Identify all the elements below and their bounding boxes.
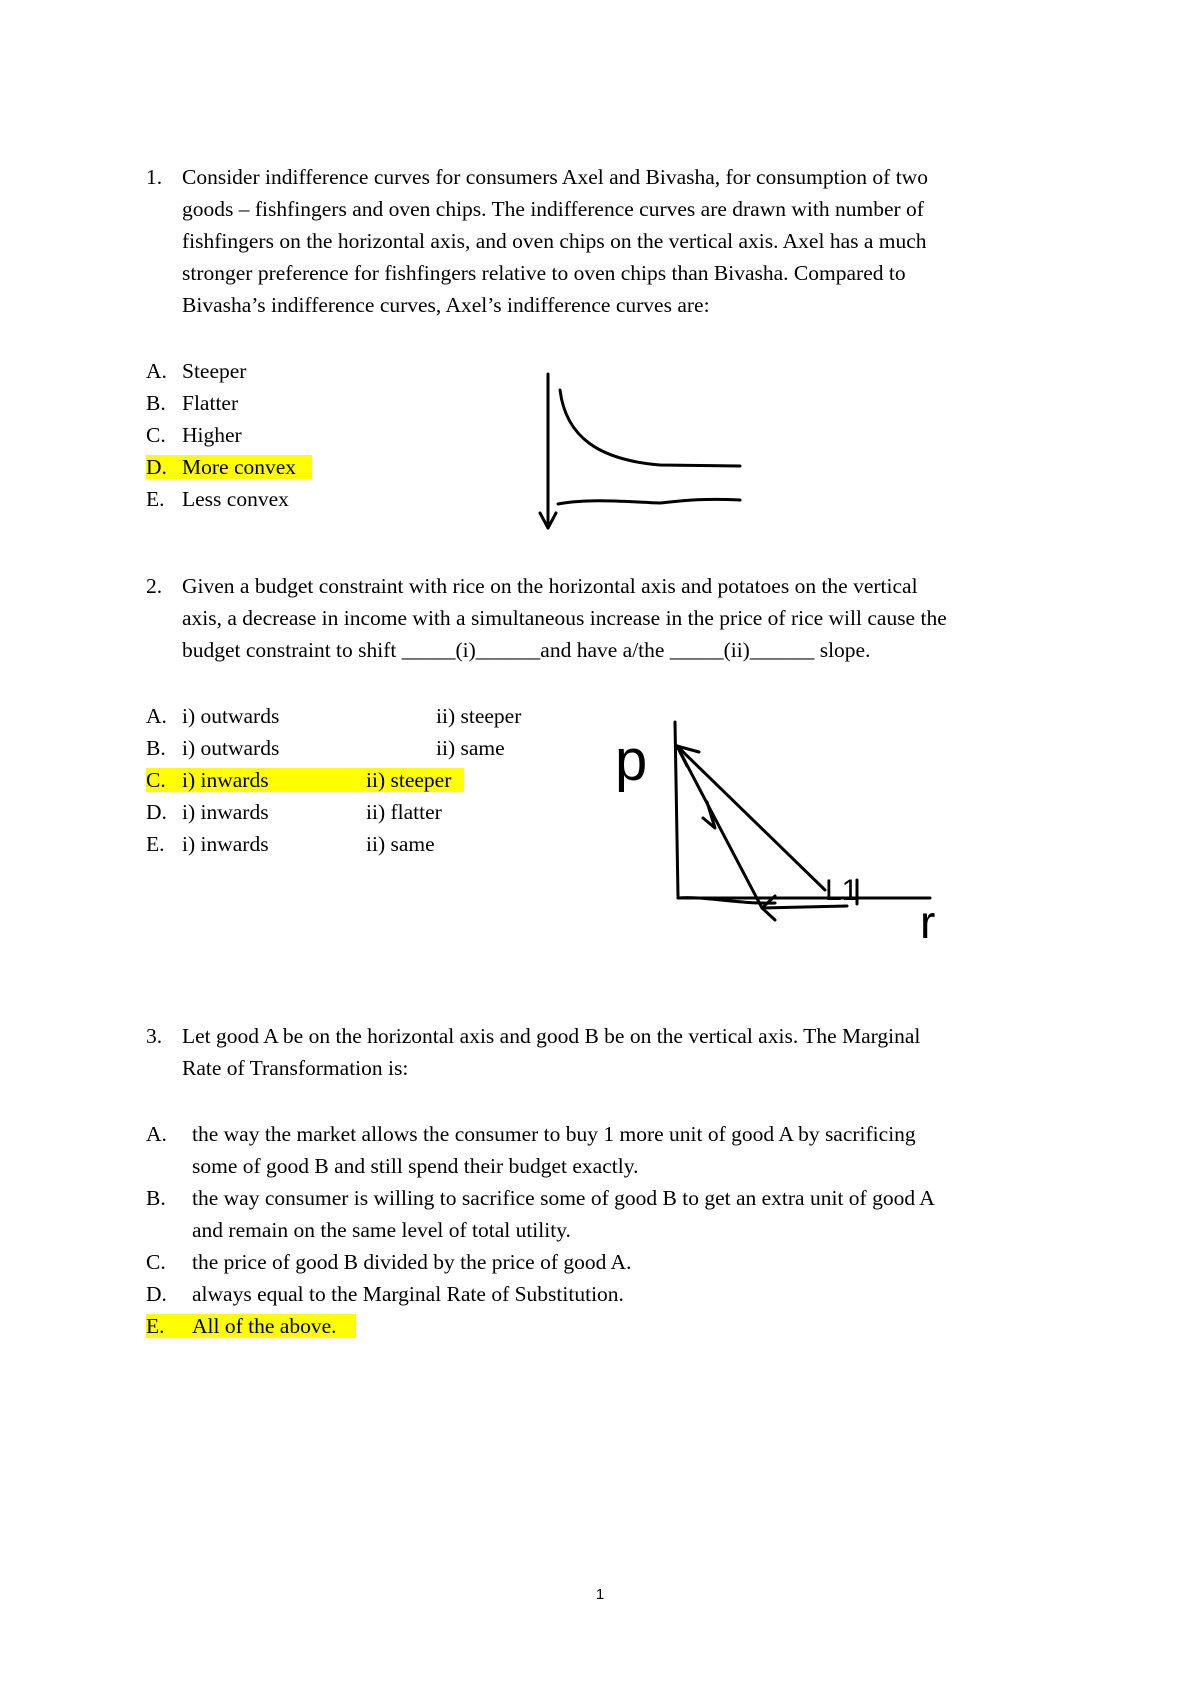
answer-option: A. the way the market allows the consumer to buy 1 more unit of good A by sacrificing <box>146 1122 916 1146</box>
answer-option: B. i) outwards ii) same <box>146 736 505 760</box>
question-text-line: Rate of Transformation is: <box>182 1056 409 1080</box>
answer-option: A. i) outwards ii) steeper <box>146 704 522 728</box>
answer-option: C. Higher <box>146 423 242 447</box>
answer-option: B. the way consumer is willing to sacrifice some of good B to get an extra unit of good A <box>146 1186 935 1210</box>
answer-option: C. the price of good B divided by the price of good A. <box>146 1250 632 1274</box>
question-number: 1. <box>146 165 163 189</box>
page-number: 1 <box>595 1586 605 1603</box>
answer-option: B. Flatter <box>146 391 239 415</box>
answer-option-continuation: some of good B and still spend their budget exactly. <box>192 1154 639 1178</box>
answer-option: D. always equal to the Marginal Rate of Substitution. <box>146 1282 624 1306</box>
question-text-line: Given a budget constraint with rice on the horizontal axis and potatoes on the vertical <box>182 574 918 598</box>
question-text-line: Consider indifference curves for consumers Axel and Bivasha, for consumption of two <box>182 165 928 189</box>
question-text-line: Bivasha’s indifference curves, Axel’s indifference curves are: <box>182 293 710 317</box>
budget-line-original <box>677 746 825 890</box>
question-number: 3. <box>146 1024 163 1048</box>
answer-option: E. i) inwards ii) same <box>146 832 435 856</box>
answer-option-continuation: and remain on the same level of total utility. <box>192 1218 571 1242</box>
question-text-line: budget constraint to shift _____(i)______and have a/the _____(ii)______ slope. <box>182 638 871 662</box>
budget-constraint-sketch <box>615 718 945 948</box>
answer-option-correct: D. More convex <box>146 451 167 483</box>
indifference-curve-convex <box>560 390 740 466</box>
indifference-curve-flat <box>558 499 740 504</box>
line-label-l1: L1 <box>825 874 859 907</box>
question-number: 2. <box>146 574 163 598</box>
indifference-curve-sketch <box>530 368 750 538</box>
question-text-line: axis, a decrease in income with a simultaneous increase in the price of rice will cause the <box>182 606 947 630</box>
y-axis-label: p <box>615 728 648 793</box>
answer-option-correct: E. All of the above. <box>146 1310 165 1342</box>
vertical-axis-arrow <box>540 374 556 528</box>
question-text-line: Let good A be on the horizontal axis and good B be on the vertical axis. The Marginal <box>182 1024 921 1048</box>
question-text-line: stronger preference for fishfingers relative to oven chips than Bivasha. Compared to <box>182 261 906 285</box>
answer-option: A. Steeper <box>146 359 247 383</box>
answer-option-correct: C. i) inwards ii) steeper <box>146 764 166 796</box>
question-text-line: goods – fishfingers and oven chips. The indifference curves are drawn with number of <box>182 197 924 221</box>
answer-option: E. Less convex <box>146 487 289 511</box>
question-text-line: fishfingers on the horizontal axis, and oven chips on the vertical axis. Axel has a much <box>182 229 927 253</box>
x-axis-label: r <box>920 896 936 948</box>
budget-line-new <box>677 746 762 908</box>
answer-option: D. i) inwards ii) flatter <box>146 800 442 824</box>
